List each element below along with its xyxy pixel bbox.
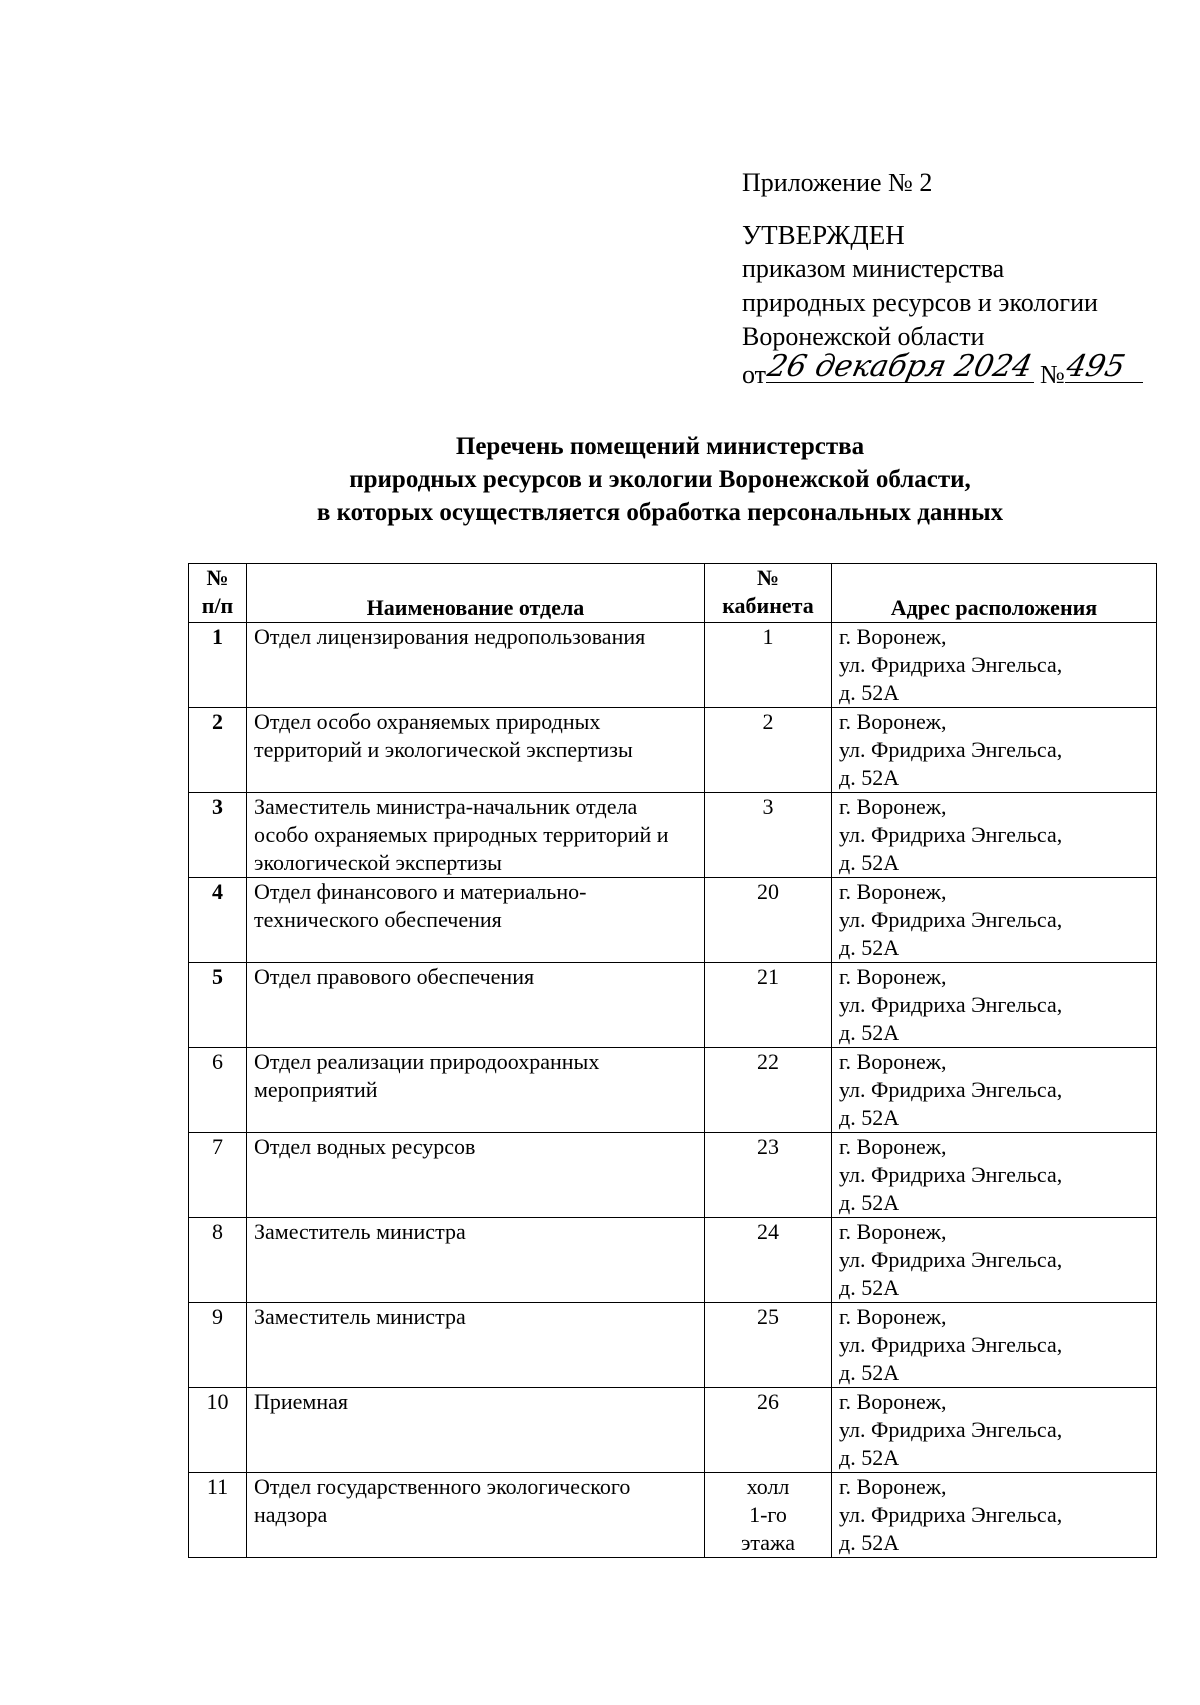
address-line: г. Воронеж, [839, 1219, 947, 1244]
number-label: № [1040, 360, 1065, 389]
address-line: д. 52А [839, 765, 900, 790]
address-line: ул. Фридриха Энгельса, [839, 1077, 1063, 1102]
document-title [180, 430, 1140, 529]
address [832, 708, 1157, 793]
from-label: от [742, 360, 767, 389]
department-name: Заместитель министра [247, 1218, 705, 1303]
room-line: 23 [757, 1134, 779, 1159]
address-line: д. 52А [839, 1360, 900, 1385]
address-line: ул. Фридриха Энгельса, [839, 1247, 1063, 1272]
number-field [1063, 349, 1143, 384]
address [832, 963, 1157, 1048]
address-line: д. 52А [839, 1020, 900, 1045]
table-row [189, 1133, 1157, 1218]
row-number: 11 [189, 1473, 247, 1558]
room-line: 1-го [749, 1502, 787, 1527]
address-line: д. 52А [839, 850, 900, 875]
title-line-3: в которых осуществляется обработка персональных данных [316, 499, 1004, 526]
header-number: № п/п [189, 564, 247, 623]
address-line: г. Воронеж, [839, 794, 947, 819]
date-field [764, 349, 1036, 384]
handwritten-number: 495 [1063, 349, 1128, 384]
department-name: Отдел финансового и материально-технического обеспечения [247, 878, 705, 963]
table-row [189, 623, 1157, 708]
address [832, 878, 1157, 963]
table-row [189, 708, 1157, 793]
table-row [189, 1218, 1157, 1303]
table-row [189, 1473, 1157, 1558]
address [832, 1048, 1157, 1133]
department-name: Отдел правового обеспечения [247, 963, 705, 1048]
address [832, 793, 1157, 878]
table-row [189, 1048, 1157, 1133]
table-row [189, 1303, 1157, 1388]
address-line: д. 52А [839, 935, 900, 960]
header-department: Наименование отдела [247, 564, 705, 623]
header-room: № кабинета [705, 564, 832, 623]
room-line: 2 [762, 709, 774, 734]
approval-block [742, 166, 1182, 390]
department-name: Отдел водных ресурсов [247, 1133, 705, 1218]
address-line: г. Воронеж, [839, 624, 947, 649]
header-address: Адрес расположения [832, 564, 1157, 623]
address-line: д. 52А [839, 1190, 900, 1215]
room-line: 26 [757, 1389, 779, 1414]
room-number [705, 963, 832, 1048]
address-line: г. Воронеж, [839, 1134, 947, 1159]
address-line: г. Воронеж, [839, 1304, 947, 1329]
room-line: 21 [757, 964, 779, 989]
table-row [189, 1388, 1157, 1473]
address [832, 1218, 1157, 1303]
row-number: 8 [189, 1218, 247, 1303]
handwritten-date: 26 декабря 2024 [764, 349, 1036, 384]
address-line: ул. Фридриха Энгельса, [839, 822, 1063, 847]
approved-line-2: природных ресурсов и экологии [742, 288, 1098, 317]
address-line: г. Воронеж, [839, 1389, 947, 1414]
room-line: 1 [762, 624, 774, 649]
room-number [705, 1218, 832, 1303]
room-line: 22 [757, 1049, 779, 1074]
table-row [189, 793, 1157, 878]
department-name: Отдел лицензирования недропользования [247, 623, 705, 708]
title-line-2: природных ресурсов и экологии Воронежской области, [349, 466, 971, 493]
room-number [705, 1303, 832, 1388]
address-line: г. Воронеж, [839, 964, 947, 989]
department-name: Отдел реализации природоохранных мероприятий [247, 1048, 705, 1133]
address [832, 1303, 1157, 1388]
room-number [705, 1133, 832, 1218]
department-name: Отдел государственного экологического надзора [247, 1473, 705, 1558]
row-number: 4 [189, 878, 247, 963]
premises-table-container [188, 563, 1156, 1558]
address-line: ул. Фридриха Энгельса, [839, 652, 1063, 677]
appendix-label: Приложение № 2 [742, 168, 933, 197]
address-line: д. 52А [839, 1530, 900, 1555]
room-line: 20 [757, 879, 779, 904]
table-row [189, 963, 1157, 1048]
department-name: Приемная [247, 1388, 705, 1473]
room-line: этажа [740, 1530, 796, 1555]
table-body [189, 623, 1157, 1558]
address-line: г. Воронеж, [839, 1049, 947, 1074]
room-number [705, 793, 832, 878]
address-line: ул. Фридриха Энгельса, [839, 1162, 1063, 1187]
premises-table [188, 563, 1157, 1558]
row-number: 10 [189, 1388, 247, 1473]
address-line: д. 52А [839, 1275, 900, 1300]
room-line: холл [746, 1474, 790, 1499]
room-number [705, 1473, 832, 1558]
row-number: 6 [189, 1048, 247, 1133]
department-name: Отдел особо охраняемых природных территорий и экологической экспертизы [247, 708, 705, 793]
address-line: ул. Фридриха Энгельса, [839, 1417, 1063, 1442]
row-number: 9 [189, 1303, 247, 1388]
address-line: г. Воронеж, [839, 879, 947, 904]
table-row [189, 878, 1157, 963]
address-line: ул. Фридриха Энгельса, [839, 737, 1063, 762]
room-line: 3 [762, 794, 774, 819]
room-number [705, 878, 832, 963]
address [832, 623, 1157, 708]
title-line-1: Перечень помещений министерства [455, 433, 865, 460]
address-line: ул. Фридриха Энгельса, [839, 992, 1063, 1017]
address-line: ул. Фридриха Энгельса, [839, 907, 1063, 932]
row-number: 5 [189, 963, 247, 1048]
table-header-row [189, 564, 1157, 623]
room-number [705, 1388, 832, 1473]
approved-line-3: Воронежской области [742, 322, 985, 351]
approved-heading: УТВЕРЖДЕН [742, 220, 905, 250]
address-line: д. 52А [839, 1105, 900, 1130]
address [832, 1133, 1157, 1218]
department-name: Заместитель министра-начальник отдела особо охраняемых природных территорий и экологической экспертизы [247, 793, 705, 878]
room-line: 24 [757, 1219, 779, 1244]
room-line: 25 [757, 1304, 779, 1329]
room-number [705, 623, 832, 708]
room-number [705, 708, 832, 793]
room-number [705, 1048, 832, 1133]
row-number: 3 [189, 793, 247, 878]
address-line: г. Воронеж, [839, 1474, 947, 1499]
row-number: 1 [189, 623, 247, 708]
address [832, 1473, 1157, 1558]
row-number: 7 [189, 1133, 247, 1218]
address [832, 1388, 1157, 1473]
approved-line-1: приказом министерства [742, 254, 1005, 283]
order-date-number-line [742, 349, 1182, 390]
address-line: ул. Фридриха Энгельса, [839, 1332, 1063, 1357]
row-number: 2 [189, 708, 247, 793]
address-line: г. Воронеж, [839, 709, 947, 734]
address-line: д. 52А [839, 680, 900, 705]
address-line: ул. Фридриха Энгельса, [839, 1502, 1063, 1527]
department-name: Заместитель министра [247, 1303, 705, 1388]
address-line: д. 52А [839, 1445, 900, 1470]
